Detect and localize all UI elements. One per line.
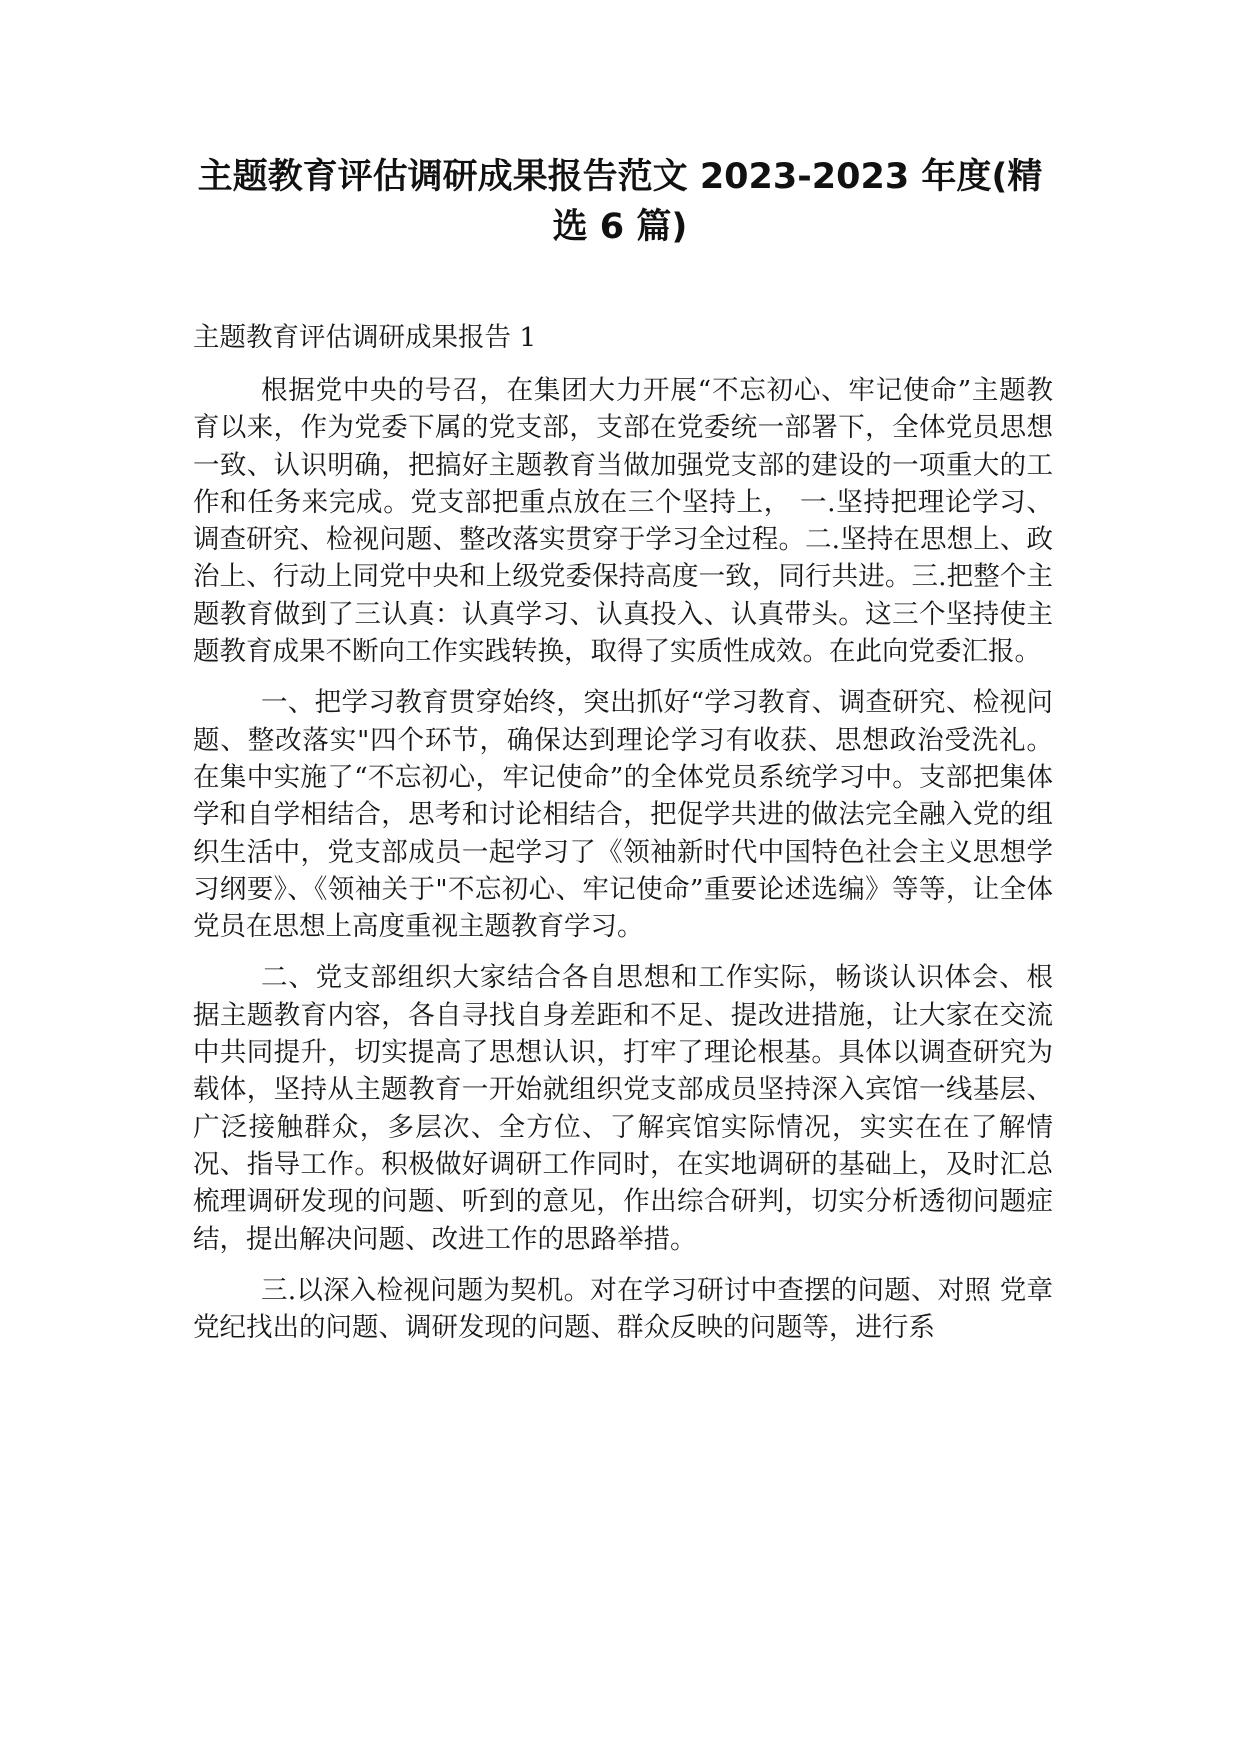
document-body — [193, 318, 1053, 1360]
paragraph-research: 二、党支部组织大家结合各自思想和工作实际，畅谈认识体会、根据主题教育内容，各自寻找自身差距和不足、提改进措施，让大家在交流中共同提升，切实提高了思想认识，打牢了理论根基。具体以调查研究为载体，坚持从主题教育一开始就组织党支部成员坚持深入宾馆一线基层、广泛接触群众，多层次、全方位、了解宾馆实际情况，实实在在了解情况、指导工作。积极做好调研工作同时，在实地调研的基础上，及时汇总梳理调研发现的问题、听到的意见，作出综合研判，切实分析透彻问题症结，提出解决问题、改进工作的思路举措。 — [193, 962, 1053, 1255]
document-title-line-2: 选 6 篇) — [552, 207, 688, 247]
document-title — [190, 152, 1050, 252]
paragraph-study-education: 一、把学习教育贯穿始终，突出抓好“学习教育、调查研究、检视问题、整改落实"四个环节，确保达到理论学习有收获、思想政治受洗礼。在集中实施了“不忘初心，牢记使命”的全体党员系统学习中。支部把集体学和自学相结合，思考和讨论相结合，把促学共进的做法完全融入党的组织生活中，党支部成员一起学习了《领袖新时代中国特色社会主义思想学习纲要》、《领袖关于"不忘初心、牢记使命”重要论述选编》等等，让全体党员在思想上高度重视主题教育学习。 — [193, 687, 1053, 943]
section-heading: 主题教育评估调研成果报告 1 — [193, 322, 537, 353]
paragraph-problem-review: 三.以深入检视问题为契机。对在学习研讨中查摆的问题、对照 党章党纪找出的问题、调研发现的问题、群众反映的问题等，进行系 — [193, 1274, 1053, 1344]
paragraph-intro: 根据党中央的号召，在集团大力开展“不忘初心、牢记使命”主题教育以来，作为党委下属的党支部，支部在党委统一部署下，全体党员思想一致、认识明确，把搞好主题教育当做加强党支部的建设的一项重大的工作和任务来完成。党支部把重点放在三个坚持上， 一.坚持把理论学习、调查研究、检视问题、整改落实贯穿于学习全过程。二.坚持在思想上、政治上、行动上同党中央和上级党委保持高度一致，同行共进。三.把整个主题教育做到了三认真：认真学习、认真投入、认真带头。这三个坚持使主题教育成果不断向工作实践转换，取得了实质性成效。在此向党委汇报。 — [193, 375, 1053, 668]
document-title-line-1: 主题教育评估调研成果报告范文 2023-2023 年度(精 — [197, 157, 1043, 197]
